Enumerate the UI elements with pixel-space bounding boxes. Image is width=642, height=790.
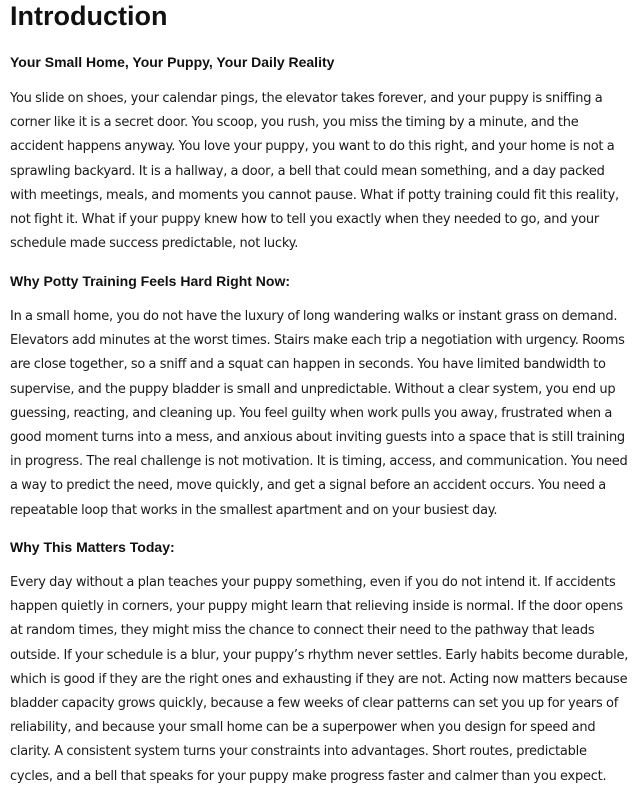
section-body-why-hard: In a small home, you do not have the luxury of long wandering walks or instant grass on demand. Elevators add minutes at the worst times. Stairs make each trip a negotiation with urgency. Rooms are close together, so a sniff and a squat can happen in seconds. You have limited bandwidth to supervise, and the puppy bladder is small and unpredictable. Without a clear system, you end up guessing, reacting, and cleaning up. You feel guilty when work pulls you away, frustrated when a good moment turns into a mess, and anxious about inviting guests into a space that is still training in progress. The real challenge is not motivation. It is timing, access, and communication. You need a way to predict the need, move quickly, and get a signal before an accident occurs. You need a repeatable loop that works in the smallest apartment and on your busiest day. xyxy=(10,309,628,518)
section-body-daily-reality: You slide on shoes, your calendar pings, the elevator takes forever, and your puppy is sniffing a corner like it is a secret door. You scoop, you rush, you miss the timing by a minute, and the accident happens anyway. You love your puppy, you want to do this right, and your home is not a sprawling backyard. It is a hallway, a door, a bell that could mean something, and a day packed with meetings, meals, and moments you cannot pause. What if potty training could fit this reality, not fight it. What if your puppy knew how to tell you exactly when they needed to go, and your schedule made success predictable, not lucky. xyxy=(10,91,619,252)
page-title: Introduction xyxy=(10,1,168,31)
section-body-why-matters: Every day without a plan teaches your puppy something, even if you do not intend it. If accidents happen quietly in corners, your puppy might learn that relieving inside is normal. If the door opens at random times, they might miss the chance to connect their need to the pathway that leads outside. If your schedule is a blur, your puppy’s rhythm never settles. Early habits become durable, which is good if they are the right ones and exhausting if they are not. Acting now matters because bladder capacity grows quickly, because a few weeks of clear patterns can set you up for years of reliability, and because your small home can be a superpower when you design for speed and clarity. A consistent system turns your constraints into advantages. Short routes, predictable cycles, and a bell that speaks for your puppy make progress faster and calmer than you expect. xyxy=(10,575,629,784)
section-heading-why-hard: Why Potty Training Feels Hard Right Now: xyxy=(10,273,291,289)
document-page xyxy=(10,0,632,784)
section-heading-why-matters: Why This Matters Today: xyxy=(10,539,175,555)
section-heading-daily-reality: Your Small Home, Your Puppy, Your Daily Reality xyxy=(10,54,335,70)
